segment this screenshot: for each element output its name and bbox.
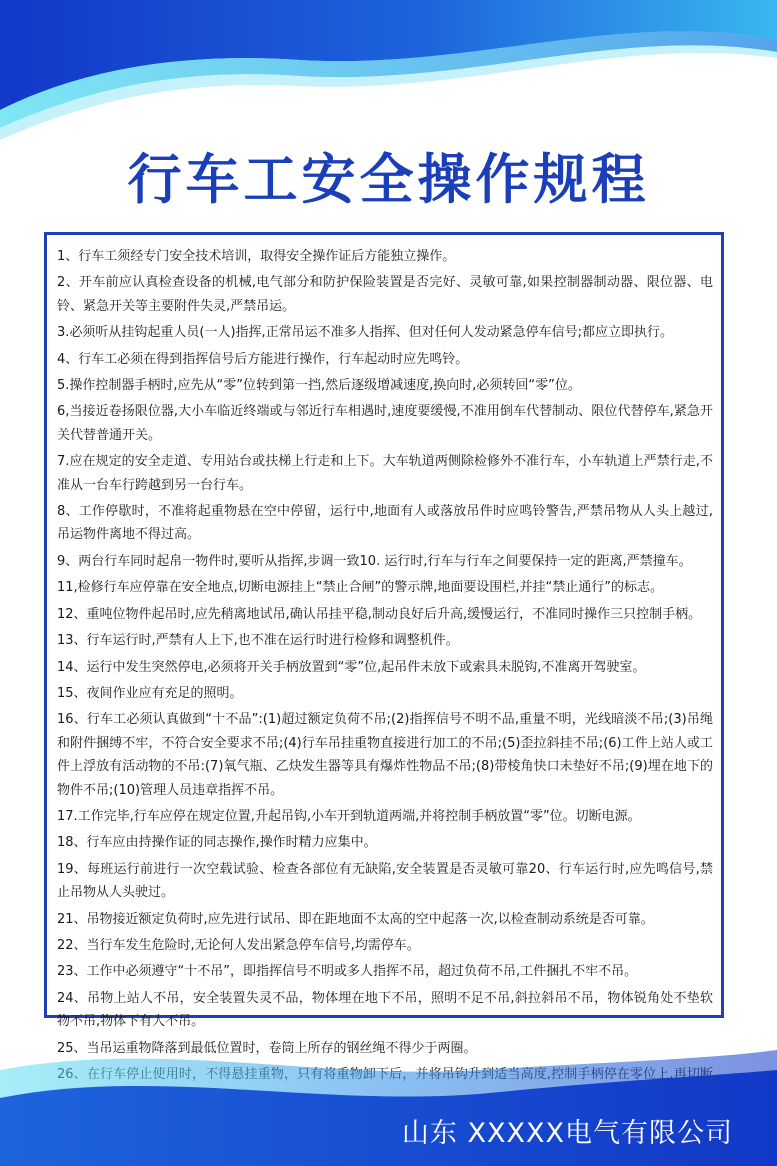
rule-item: 21、吊物接近额定负荷时,应先进行试吊、即在距地面不太高的空中起落一次,以检查制动系统是否可靠。 [57, 911, 654, 927]
rule-item: 8、工作停歇时，不准将起重物悬在空中停留，运行中,地面有人或落放吊件时应鸣铃警告,严禁吊物从人头上越过,吊运物件离地不得过高。 [57, 504, 713, 543]
rule-item: 1、行车工须经专门安全技术培训，取得安全操作证后方能独立操作。 [57, 249, 456, 264]
company-name: 山东 XXXXX电气有限公司 [401, 1118, 733, 1149]
rule-item: 11,检修行车应停靠在安全地点,切断电源挂上“禁止合闸”的警示牌,地面要设围栏,并挂“禁止通行”的标志。 [57, 580, 664, 596]
rules-panel [44, 232, 724, 1056]
rule-item: 15、夜间作业应有充足的照明。 [57, 685, 243, 701]
rule-item: 7.应在规定的安全走道、专用站台或扶梯上行走和上下。大车轨道两侧除检修外不准行车，小车轨道上严禁行走,不准从一台车行跨越到另一台行车。 [57, 454, 713, 493]
rule-item: 14、运行中发生突然停电,必须将开关手柄放置到“零”位,起吊件未放下或索具未脱钩,不准离开驾驶室。 [57, 659, 646, 675]
rules-list [57, 245, 713, 1113]
rule-item: 25、当吊运重物降落到最低位置时，卷筒上所存的钢丝绳不得少于两圈。 [57, 1040, 477, 1056]
rule-item: 22、当行车发生危险时,无论何人发出紧急停车信号,均需停车。 [57, 937, 420, 953]
rule-item: 19、每班运行前进行一次空载试验、检查各部位有无缺陷,安全装置是否灵敏可靠20、行车运行时,应先鸣信号,禁止吊物从人头驶过。 [57, 861, 713, 901]
rule-item: 18、行车应由持操作证的同志操作,操作时精力应集中。 [57, 835, 377, 851]
rule-item: 12、重吨位物件起吊时,应先稍离地试吊,确认吊挂平稳,制动良好后升高,缓慢运行，不准同时操作三只控制手柄。 [57, 606, 702, 622]
rule-item: 2、开车前应认真检查设备的机械,电气部分和防护保险装置是否完好、灵敏可靠,如果控制器制动器、限位器、电铃、紧急开关等主要附件失灵,严禁吊运。 [57, 275, 713, 314]
rule-item: 16、行车工必须认真做到“十不品”:(1)超过额定负荷不吊;(2)指挥信号不明不品,重量不明，光线暗淡不吊;(3)吊绳和附件捆缚不牢，不符合安全要求不吊;(4)行车吊挂重物直接进行加工的不吊;(5)歪拉斜挂不吊;(6)工件上站人或工件上浮放有活动物的不吊:(7)氧气瓶、乙炔发生器等具有爆炸性物品不吊;(8)带棱角快口未垫好不吊;(9)埋在地下的物件不吊;(10)管理人员违章指挥不吊。 [57, 712, 713, 798]
rule-item: 17.工作完毕,行车应停在规定位置,升起吊钩,小车开到轨道两端,并将控制手柄放置“零”位。切断电源。 [57, 808, 641, 824]
rule-item: 3.必须听从挂钩起重人员(一人)指挥,正常吊运不准多人指挥、但对任何人发动紧急停车信号;都应立即执行。 [57, 325, 674, 341]
rule-item: 24、吊物上站人不吊，安全装置失灵不品，物体埋在地下不吊，照明不足不吊,斜拉斜吊不吊，物体锐角处不垫软物不吊,物体下有人不吊。 [57, 990, 713, 1030]
rule-item: 5.操作控制器手柄时,应先从“零”位转到第一挡,然后逐级增减速度,换向时,必须转回“零”位。 [57, 378, 581, 394]
rule-item: 9、两台行车同时起帛一物件时,要听从指挥,步调一致10. 运行时,行车与行车之间要保持一定的距离,严禁撞车。 [57, 553, 692, 569]
rule-item: 4、行车工必须在得到指挥信号后方能进行操作，行车起动时应先鸣铃。 [57, 351, 469, 367]
rule-item: 13、行车运行时,严禁有人上下,也不准在运行时进行检修和调整机件。 [57, 633, 459, 649]
rule-item: 6,当接近卷扬限位器,大小车临近终端或与邻近行车相遇时,速度要缓慢,不准用倒车代替制动、限位代替停车,紧急开关代替普通开关。 [57, 404, 713, 443]
rule-item: 23、工作中必须遵守“十不吊”，即指挥信号不明或多人指挥不吊，超过负荷不吊,工件捆扎不牢不吊。 [57, 964, 638, 980]
top-wave-decoration [0, 0, 777, 150]
page-title: 行车工安全操作规程 [127, 148, 650, 211]
